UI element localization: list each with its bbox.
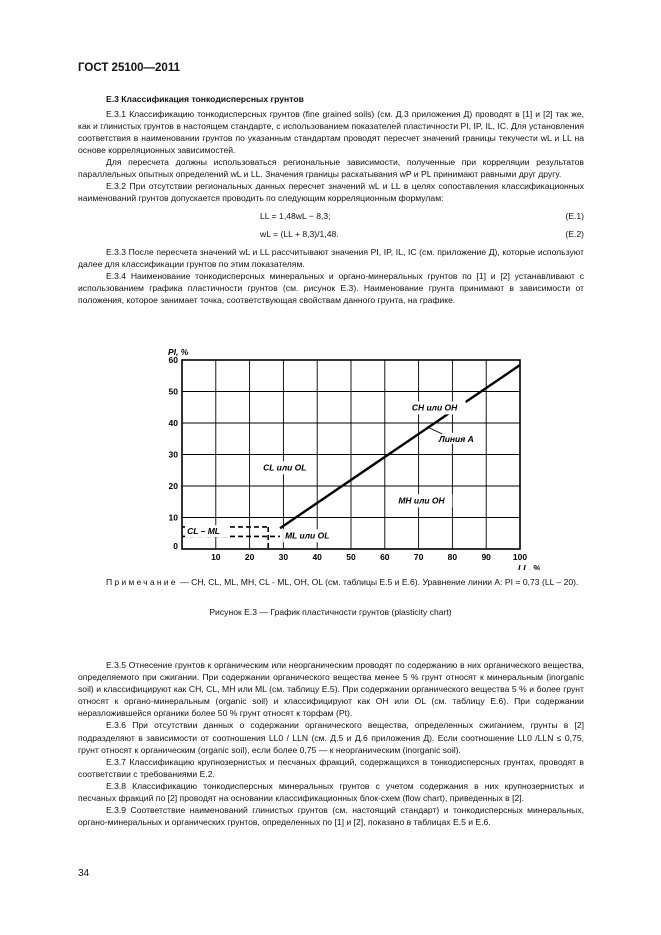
section-title: Е.3 Классификация тонкодисперсных грунтов [106,94,304,104]
y-tick-label: 0 [173,541,178,551]
y-tick-label: 50 [168,386,178,397]
x-tick-label: 70 [413,552,424,562]
y-tick-label: 20 [168,481,178,491]
paragraph-e31: Е.3.1 Классификацию тонкодисперсных грунтов (fine grained soils) (см. Д.3 приложения Д) проводят в [1] и [2] так же, как и глинистых грунтов в настоящем стандарте, с использованием показателей пластичности PI, IP, IL, IC. Для установления соответствия в наименовании грунтов по указанным стандартам проводят пересчет значений границы текучести wL и LL на основе корреляционных зависимостей. [78,109,584,155]
main-content-continued [78,659,584,828]
paragraph-e31b: Для пересчета должны использоваться региональные зависимости, полученные при корреляции результатов параллельных опытных определений wL и LL. Значения границы раскатывания wP и PL принимают равными друг другу. [78,157,584,179]
formula-e2-number: (Е.2) [565,229,584,239]
x-tick-label: 80 [447,552,458,562]
x-tick-label: 90 [481,552,491,562]
chart-annotation: MH или OH [398,495,445,506]
figure-caption: Рисунок Е.3 — График пластичности грунтов (plasticity chart) [209,607,452,617]
paragraph-e34: Е.3.4 Наименование тонкодисперсных минеральных и органо-минеральных грунтов по [1] и [2] устанавливают с использованием графика пластичности грунтов (см. рисунок Е.3). Наименование грунта принимают в зависимости от положения, которое занимает точка, соответствующая свойствам данного грунта, на графике. [78,271,584,305]
x-tick-label: 100 [512,552,528,562]
formula-e1-number: (Е.1) [565,211,584,221]
chart-annotation: CH или OH [411,402,458,413]
x-tick-label: 20 [244,552,255,562]
page-number: 34 [78,868,90,879]
formula-e1 [78,210,584,222]
x-axis-label: LL, % [518,563,540,570]
x-tick-label: 50 [346,552,356,562]
paragraph-e35: Е.3.5 Отнесение грунтов к органическим или неорганическим проводят по содержанию в них органического вещества, определяемого при сжигании. При содержании органического вещества менее 5 % грунт относят к минеральным (inorganic soil) и классифицируют как CH, CL, MH или ML (см. таблицу Е.5). При содержании органического вещества 5 % и более грунт относят к органо-минеральным (organic soil) и классифицируют как OH или OL (см. таблицу Е.6). При содержании неразложившейся органики более 50 % грунт относят к торфам (Pt). [78,660,584,719]
formula-e2 [78,228,584,240]
plasticity-chart-svg [140,340,540,570]
formula-e2-text: wL = (LL + 8,3)/1,48. [260,229,339,239]
paragraph-e38: Е.3.8 Классификацию тонкодисперсных минеральных грунтов с учетом содержания в них крупнозернистых и песчаных фракций по [2] проводят на основании классификационных блок-схем (flow chart), приведенных в [2]. [78,780,584,804]
figure-note [78,576,584,588]
x-tick-label: 10 [211,552,221,562]
formula-e1-text: LL = 1,48wL − 8,3; [260,211,331,221]
note-text: — CH, CL, ML, MH, CL - ML, OH, OL (см. таблицы Е.5 и Е.6). Уравнение линии А: PI = 0,73 (LL – 20). [177,577,579,587]
paragraph-e32: Е.3.2 При отсутствии региональных данных пересчет значений wL и LL в целях сопоставления классификационных наименований грунтов допускается проводить по следующим корреляционным формулам: [78,181,584,203]
y-axis-label: PI, % [168,347,189,357]
annotation-leader [427,427,442,434]
paragraph-e37: Е.3.7 Классификацию крупнозернистых и песчаных фракций, содержащихся в тонкодисперсных грунтах, проводят в соответствии с требованиями Е.2. [78,756,584,779]
x-tick-label: 30 [278,552,289,562]
document-header: ГОСТ 25100—2011 [78,62,180,74]
paragraph-e36: Е.3.6 При отсутствии данных о содержании органического вещества, определенных сжиганием, грунты в [2] подразделяют в зависимости от соотношения LL0 / LLN (см. Д.5 и Д.6 приложения Д). Если соотношение LL0 /LLN ≤ 0,75, грунт относят к органическим (organic soil), если более 0,75 — к неорганическим (inorganic soil). [78,720,584,755]
y-tick-label: 30 [168,449,178,460]
y-tick-label: 40 [168,418,178,428]
y-tick-label: 60 [168,355,178,365]
chart-annotation: CL или OL [263,462,307,473]
chart-annotation: ML или OL [285,530,330,541]
y-tick-label: 10 [168,512,178,523]
note-label: Примечание [106,577,178,587]
main-content [78,93,584,306]
plasticity-chart [140,340,540,570]
chart-annotation: Линия A [438,433,474,444]
paragraph-e33: Е.3.3 После пересчета значений wL и LL рассчитывают значения PI, IP, IL, IC (см. приложение Д), которые используют далее для классификации грунтов по этим показателям. [78,247,584,269]
x-tick-label: 40 [312,552,322,562]
x-tick-label: 60 [380,552,390,562]
chart-annotation: CL – ML [187,526,220,537]
paragraph-e39: Е.3.9 Соответствие наименований глинистых грунтов (см. настоящий стандарт) и тонкодисперсных минеральных, органо-минеральных и органических грунтов, определенных по [1] и [2], показано в таблицах Е.5 и Е.6. [78,805,584,828]
